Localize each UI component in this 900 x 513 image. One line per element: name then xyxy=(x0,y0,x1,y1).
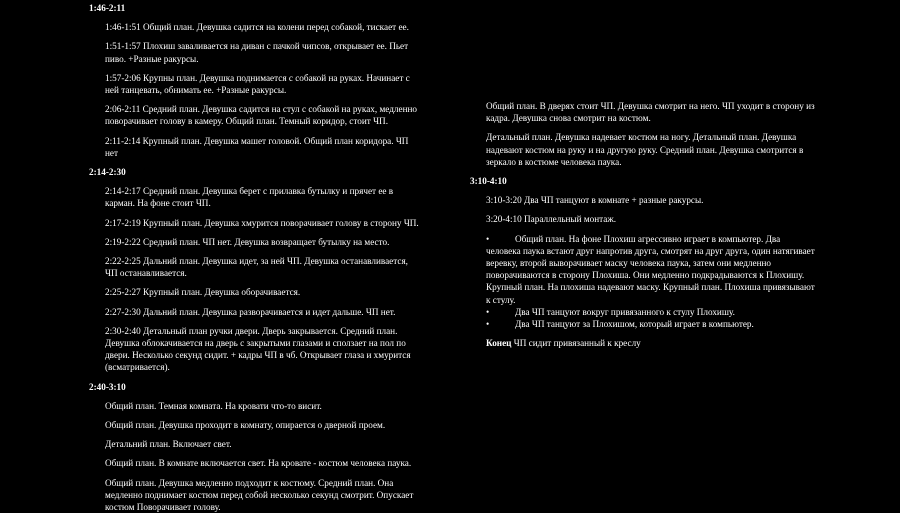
section-heading: 3:10-4:10 xyxy=(470,176,507,187)
document-page-left xyxy=(89,0,419,513)
shot-entry: Общий план. Девушка медленно подходит к костюму. Средний план. Она медленно поднимает костюм перед собой несколько секунд смотрит. Опускает костюм Поворачивает голову. xyxy=(105,477,414,513)
shot-entry: Общий план. В дверях стоит ЧП. Девушка смотрит на него. ЧП уходит в сторону из кадра. Девушка снова смотрит на костюм. xyxy=(486,101,815,124)
bullet-text: Два ЧП танцуют вокруг привязанного к стулу Плохишу. xyxy=(515,306,735,317)
shot-entry: Общий план. Темная комната. На кровати что-то висит. xyxy=(105,400,322,411)
shot-entry: Детальний план. Включает свет. xyxy=(105,439,232,450)
shot-entry: Детальный план. Девушка надевает костюм на ногу. Детальный план. Девушка надевают костюм на руку и на другую руку. Средний план. Девушка смотрится в зеркало в костюме человека паука. xyxy=(486,132,804,167)
bullet-text: Общий план. На фоне Плохиш агрессивно играет в компьютер. Два человека паука встают друг напротив друга, смотрят на друг друга, один натягивает веревку, второй выворачивает маску человека паука, затем они медленно поворачиваются в сторону Плохиша. Они медленно подкрадываются к Плохишу. Крупный план. На плохиша надевают маску. Крупный план. Плохиша привязывают к стулу. xyxy=(486,233,815,305)
ending-text: ЧП сидит привязанный к креслу xyxy=(511,338,641,349)
shot-entry: Общий план. Девушка проходит в комнату, опирается о дверной проем. xyxy=(105,420,386,431)
shot-entry: 2:19-2:22 Средний план. ЧП нет. Девушка возвращает бутылку на место. xyxy=(105,236,390,247)
shot-entry: 3:20-4:10 Параллельный монтаж. xyxy=(486,214,616,225)
bullet-item xyxy=(470,306,815,318)
shot-entry: 2:22-2:25 Дальний план. Девушка идет, за ней ЧП. Девушка останавливается, ЧП останавливается. xyxy=(105,256,408,279)
shot-entry: 2:30-2:40 Детальный план ручки двери. Дверь закрывается. Средний план. Девушка облокачивается на дверь с закрытыми глазами и сползает на пол по двери. Несколько секунд сидит. + кадры ЧП в чб. Открывает глаза и хмурится (всматривается). xyxy=(105,325,411,373)
shot-entry: 3:10-3:20 Два ЧП танцуют в комнате + разные ракурсы. xyxy=(486,195,704,206)
document-page-right xyxy=(470,100,815,349)
shot-entry: 1:57-2:06 Крупны план. Девушка поднимается с собакой на руках. Начинает с ней танцевать, обнимать ее. +Разные ракурсы. xyxy=(105,72,410,96)
ending-line xyxy=(470,337,815,349)
shot-entry: 2:11-2:14 Крупный план. Девушка машет головой. Общий план коридора. ЧП нет xyxy=(105,135,409,158)
bullet-list xyxy=(470,233,815,331)
section-heading: 2:40-3:10 xyxy=(89,381,126,392)
shot-entry: 2:06-2:11 Средний план. Девушка садится на стул с собакой на руках, медленно поворачивает голову в камеру. Общий план. Темный коридор, стоит ЧП. xyxy=(105,104,418,127)
bullet-item xyxy=(470,233,815,306)
bullet-item xyxy=(470,318,815,330)
shot-entry: 1:46-1:51 Общий план. Девушка садится на колени перед собакой, тискает ее. xyxy=(105,22,409,33)
bullet-icon: • xyxy=(486,306,490,317)
bullet-text: Два ЧП танцуют за Плохишом, который играет в компьютер. xyxy=(515,319,754,330)
bullet-icon: • xyxy=(486,233,490,244)
shot-entry: Общий план. В комнате включается свет. На кровате - костюм человека паука. xyxy=(105,458,412,469)
bullet-icon: • xyxy=(486,319,490,330)
shot-entry: 2:14-2:17 Средний план. Девушка берет с прилавка бутылку и прячет ее в карман. На фоне стоит ЧП. xyxy=(105,186,394,209)
section-heading: 2:14-2:30 xyxy=(89,167,126,178)
shot-entry: 2:17-2:19 Крупный план. Девушка хмурится поворачивает голову в сторону ЧП. xyxy=(105,217,419,228)
shot-entry: 2:27-2:30 Дальний план. Девушка разворачивается и идет дальше. ЧП нет. xyxy=(105,306,396,317)
shot-entry: 1:51-1:57 Плохиш заваливается на диван с пачкой чипсов, открывает ее. Пьет пиво. +Разные ракурсы. xyxy=(105,41,409,64)
shot-entry: 2:25-2:27 Крупный план. Девушка оборачивается. xyxy=(105,287,301,298)
section-heading: 1:46-2:11 xyxy=(89,3,126,13)
ending-label: Конец xyxy=(486,338,512,349)
